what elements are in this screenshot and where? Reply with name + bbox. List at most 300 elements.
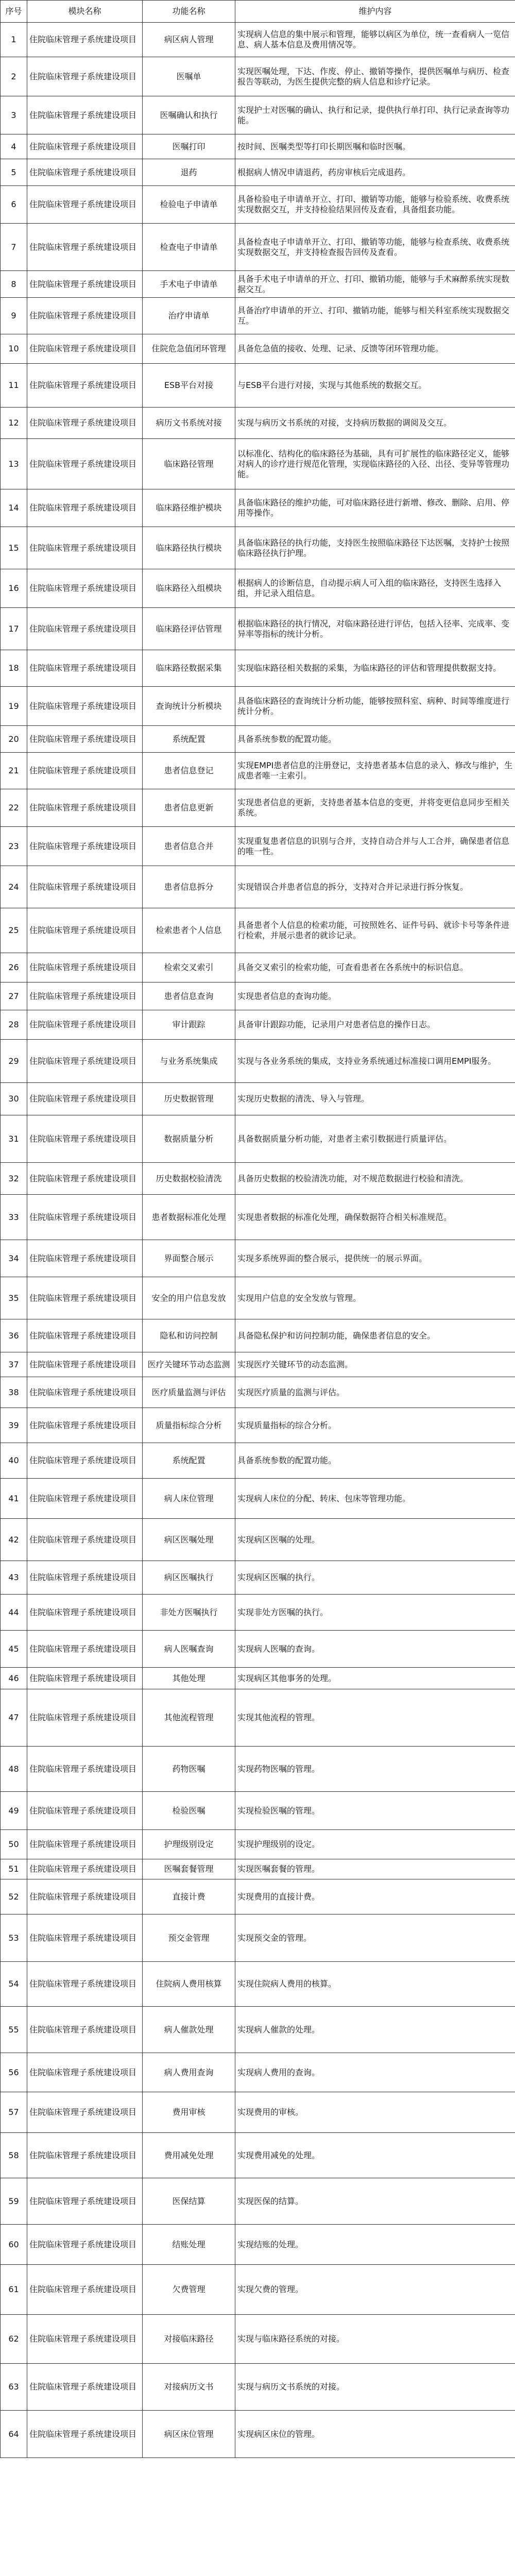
function-name: 病区病人管理: [143, 23, 235, 57]
function-name: 检查电子申请单: [143, 224, 235, 271]
function-name: 数据质量分析: [143, 1115, 235, 1163]
table-row: [1, 2315, 515, 2364]
maintenance-content: 具备临床路径的维护功能，可对临床路径进行新增、修改、删除、启用、停用等操作。: [235, 489, 515, 527]
row-number: 39: [1, 1408, 27, 1443]
row-number: 59: [1, 2178, 27, 2225]
module-name: 住院临床管理子系统建设项目: [27, 1519, 143, 1561]
function-name: 检验医嘱: [143, 1792, 235, 1830]
maintenance-content: 实现护士对医嘱的确认、执行和记录，提供执行单打印、执行记录查询等功能。: [235, 96, 515, 134]
row-number: 10: [1, 334, 27, 364]
maintenance-content: 具备隐私保护和访问控制功能，确保患者信息的安全。: [235, 1319, 515, 1352]
table-row: [1, 57, 515, 96]
row-number: 11: [1, 364, 27, 408]
function-name: 非处方医嘱执行: [143, 1595, 235, 1631]
function-name: 病历文书系统对接: [143, 408, 235, 439]
maintenance-content: 实现费用的直接计费。: [235, 1879, 515, 1914]
function-name: 临床路径管理: [143, 439, 235, 489]
module-name: 住院临床管理子系统建设项目: [27, 1377, 143, 1408]
row-number: 26: [1, 953, 27, 982]
function-name: 医疗关键环节动态监测: [143, 1352, 235, 1377]
row-number: 25: [1, 908, 27, 953]
table-row: [1, 1377, 515, 1408]
maintenance-content: 实现欠费的管理。: [235, 2265, 515, 2315]
maintenance-content: 实现病区其他事务的处理。: [235, 1668, 515, 1689]
table-row: [1, 1792, 515, 1830]
maintenance-content: 实现重复患者信息的识别与合并，支持自动合并与人工合并，确保患者信息的唯一性。: [235, 827, 515, 866]
function-name: 临床路径数据采集: [143, 650, 235, 687]
maintenance-content: 实现医嘱处理，下达、作废、停止、撤销等操作，提供医嘱单与病历、检查报告等联动，为医生提供完整的病人信息和诊疗记录。: [235, 57, 515, 96]
row-number: 20: [1, 726, 27, 753]
module-name: 住院临床管理子系统建设项目: [27, 271, 143, 298]
row-number: 36: [1, 1319, 27, 1352]
maintenance-content: 具备交叉索引的检索功能，可查看患者在各系统中的标识信息。: [235, 953, 515, 982]
maintenance-content: 具备临床路径的查询统计分析功能，能够按照科室、病种、时间等维度进行统计分析。: [235, 687, 515, 726]
function-name: 检索交叉索引: [143, 953, 235, 982]
function-name: 审计跟踪: [143, 1010, 235, 1040]
row-number: 44: [1, 1595, 27, 1631]
function-name: 患者信息查询: [143, 982, 235, 1010]
header-function: 功能名称: [143, 1, 235, 23]
table-row: [1, 953, 515, 982]
module-name: 住院临床管理子系统建设项目: [27, 1631, 143, 1668]
module-name: 住院临床管理子系统建设项目: [27, 650, 143, 687]
function-name: 医疗质量监测与评估: [143, 1377, 235, 1408]
table-row: [1, 134, 515, 159]
function-name: 界面整合展示: [143, 1240, 235, 1277]
table-row: [1, 334, 515, 364]
function-name: 病区医嘱处理: [143, 1519, 235, 1561]
table-row: [1, 2178, 515, 2225]
maintenance-content: 实现医疗关键环节的动态监测。: [235, 1352, 515, 1377]
row-number: 33: [1, 1195, 27, 1240]
module-name: 住院临床管理子系统建设项目: [27, 2133, 143, 2178]
table-row: [1, 159, 515, 186]
module-name: 住院临床管理子系统建设项目: [27, 186, 143, 224]
maintenance-content: 实现病区医嘱的执行。: [235, 1561, 515, 1595]
function-name: 检验电子申请单: [143, 186, 235, 224]
row-number: 13: [1, 439, 27, 489]
module-name: 住院临床管理子系统建设项目: [27, 2411, 143, 2458]
function-name: 质量指标综合分析: [143, 1408, 235, 1443]
maintenance-content: 实现护理级别的设定。: [235, 1830, 515, 1859]
row-number: 7: [1, 224, 27, 271]
row-number: 40: [1, 1443, 27, 1479]
function-name: ESB平台对接: [143, 364, 235, 408]
function-name: 安全的用户信息发放: [143, 1277, 235, 1319]
row-number: 15: [1, 527, 27, 569]
module-name: 住院临床管理子系统建设项目: [27, 953, 143, 982]
maintenance-content: 实现与病历文书系统的对接，支持病历数据的调阅及交互。: [235, 408, 515, 439]
maintenance-content: 实现药物医嘱的管理。: [235, 1747, 515, 1792]
table-row: [1, 271, 515, 298]
module-name: 住院临床管理子系统建设项目: [27, 866, 143, 908]
module-name: 住院临床管理子系统建设项目: [27, 1914, 143, 1962]
header-module: 模块名称: [27, 1, 143, 23]
function-name: 预交金管理: [143, 1914, 235, 1962]
module-name: 住院临床管理子系统建设项目: [27, 2225, 143, 2265]
row-number: 16: [1, 569, 27, 608]
function-name: 结账处理: [143, 2225, 235, 2265]
table-row: [1, 2225, 515, 2265]
function-name: 患者信息合并: [143, 827, 235, 866]
module-name: 住院临床管理子系统建设项目: [27, 298, 143, 334]
module-name: 住院临床管理子系统建设项目: [27, 569, 143, 608]
row-number: 62: [1, 2315, 27, 2364]
module-name: 住院临床管理子系统建设项目: [27, 1408, 143, 1443]
table-row: [1, 1595, 515, 1631]
maintenance-content: 实现费用的审核。: [235, 2092, 515, 2133]
row-number: 55: [1, 2007, 27, 2053]
module-name: 住院临床管理子系统建设项目: [27, 1962, 143, 2007]
module-name: 住院临床管理子系统建设项目: [27, 726, 143, 753]
maintenance-content: 实现病人费用的查询。: [235, 2053, 515, 2092]
module-name: 住院临床管理子系统建设项目: [27, 527, 143, 569]
function-name: 退药: [143, 159, 235, 186]
module-name: 住院临床管理子系统建设项目: [27, 1561, 143, 1595]
module-name: 住院临床管理子系统建设项目: [27, 408, 143, 439]
module-name: 住院临床管理子系统建设项目: [27, 1830, 143, 1859]
row-number: 5: [1, 159, 27, 186]
table-row: [1, 2364, 515, 2411]
module-name: 住院临床管理子系统建设项目: [27, 1277, 143, 1319]
table-row: [1, 753, 515, 789]
row-number: 45: [1, 1631, 27, 1668]
row-number: 48: [1, 1747, 27, 1792]
module-name: 住院临床管理子系统建设项目: [27, 2315, 143, 2364]
row-number: 41: [1, 1479, 27, 1519]
table-row: [1, 2265, 515, 2315]
maintenance-content: 实现历史数据的清洗、导入与管理。: [235, 1083, 515, 1115]
maintenance-content: 具备历史数据的校验清洗功能，对不规范数据进行校验和清洗。: [235, 1163, 515, 1195]
function-name: 对接临床路径: [143, 2315, 235, 2364]
module-name: 住院临床管理子系统建设项目: [27, 134, 143, 159]
maintenance-content: 实现与临床路径系统的对接。: [235, 2315, 515, 2364]
function-name: 临床路径执行模块: [143, 527, 235, 569]
function-name: 治疗申请单: [143, 298, 235, 334]
table-row: [1, 1631, 515, 1668]
maintenance-content: 实现预交金的管理。: [235, 1914, 515, 1962]
module-name: 住院临床管理子系统建设项目: [27, 1479, 143, 1519]
table-row: [1, 1879, 515, 1914]
maintenance-content: 具备临床路径的执行功能，支持医生按照临床路径下达医嘱，支持护士按照临床路径执行护理。: [235, 527, 515, 569]
row-number: 42: [1, 1519, 27, 1561]
table-row: [1, 650, 515, 687]
row-number: 4: [1, 134, 27, 159]
table-row: [1, 298, 515, 334]
module-name: 住院临床管理子系统建设项目: [27, 364, 143, 408]
table-row: [1, 224, 515, 271]
module-name: 住院临床管理子系统建设项目: [27, 23, 143, 57]
table-row: [1, 1083, 515, 1115]
function-name: 隐私和访问控制: [143, 1319, 235, 1352]
table-row: [1, 1830, 515, 1859]
maintenance-content: 实现病区医嘱的处理。: [235, 1519, 515, 1561]
table-row: [1, 1747, 515, 1792]
maintenance-content: 实现其他流程的管理。: [235, 1689, 515, 1747]
row-number: 21: [1, 753, 27, 789]
table-row: [1, 2411, 515, 2458]
module-name: 住院临床管理子系统建设项目: [27, 1668, 143, 1689]
function-name: 临床路径评估管理: [143, 608, 235, 650]
table-row: [1, 1277, 515, 1319]
maintenance-content: 实现临床路径相关数据的采集，为临床路径的评估和管理提供数据支持。: [235, 650, 515, 687]
row-number: 30: [1, 1083, 27, 1115]
maintenance-content: 实现检验医嘱的管理。: [235, 1792, 515, 1830]
function-name: 历史数据校验清洗: [143, 1163, 235, 1195]
maintenance-content: 实现医疗质量的监测与评估。: [235, 1377, 515, 1408]
table-row: [1, 2007, 515, 2053]
row-number: 53: [1, 1914, 27, 1962]
row-number: 56: [1, 2053, 27, 2092]
row-number: 61: [1, 2265, 27, 2315]
row-number: 46: [1, 1668, 27, 1689]
table-row: [1, 1443, 515, 1479]
module-name: 住院临床管理子系统建设项目: [27, 489, 143, 527]
function-name: 药物医嘱: [143, 1747, 235, 1792]
table-row: [1, 1962, 515, 2007]
row-number: 19: [1, 687, 27, 726]
maintenance-content: 实现患者信息的查询功能。: [235, 982, 515, 1010]
table-row: [1, 527, 515, 569]
table-row: [1, 1408, 515, 1443]
table-row: [1, 2133, 515, 2178]
module-name: 住院临床管理子系统建设项目: [27, 96, 143, 134]
module-name: 住院临床管理子系统建设项目: [27, 1792, 143, 1830]
row-number: 57: [1, 2092, 27, 2133]
table-row: [1, 2092, 515, 2133]
function-name: 病人床位管理: [143, 1479, 235, 1519]
table-row: [1, 364, 515, 408]
maintenance-content: 实现与病历文书系统的对接。: [235, 2364, 515, 2411]
maintenance-content: 具备检验电子申请单开立、打印、撤销等功能，能够与检验系统、收费系统实现数据交互，并支持检验结果回传及查看，具备组套功能。: [235, 186, 515, 224]
function-name: 病区医嘱执行: [143, 1561, 235, 1595]
row-number: 17: [1, 608, 27, 650]
function-name: 住院危急值闭环管理: [143, 334, 235, 364]
module-name: 住院临床管理子系统建设项目: [27, 608, 143, 650]
row-number: 54: [1, 1962, 27, 2007]
module-name: 住院临床管理子系统建设项目: [27, 2053, 143, 2092]
row-number: 31: [1, 1115, 27, 1163]
maintenance-content: 具备检查电子申请单开立、打印、撤销等功能，能够与检查系统、收费系统实现数据交互，并支持检查报告回传及查看。: [235, 224, 515, 271]
module-name: 住院临床管理子系统建设项目: [27, 1195, 143, 1240]
function-name: 病人费用查询: [143, 2053, 235, 2092]
module-name: 住院临床管理子系统建设项目: [27, 982, 143, 1010]
module-name: 住院临床管理子系统建设项目: [27, 1163, 143, 1195]
table-row: [1, 186, 515, 224]
row-number: 64: [1, 2411, 27, 2458]
table-row: [1, 23, 515, 57]
module-name: 住院临床管理子系统建设项目: [27, 1040, 143, 1083]
module-name: 住院临床管理子系统建设项目: [27, 908, 143, 953]
function-name: 费用审核: [143, 2092, 235, 2133]
maintenance-content: 具备危急值的接收、处理、记录、反馈等闭环管理功能。: [235, 334, 515, 364]
maintenance-content: 具备治疗申请单的开立、打印、撤销功能，能够与相关科室系统实现数据交互。: [235, 298, 515, 334]
table-row: [1, 687, 515, 726]
maintenance-content: 实现与各业务系统的集成，支持业务系统通过标准接口调用EMPI服务。: [235, 1040, 515, 1083]
table-row: [1, 408, 515, 439]
row-number: 52: [1, 1879, 27, 1914]
table-row: [1, 1115, 515, 1163]
maintenance-content: 按时间、医嘱类型等打印长期医嘱和临时医嘱。: [235, 134, 515, 159]
module-name: 住院临床管理子系统建设项目: [27, 789, 143, 827]
module-name: 住院临床管理子系统建设项目: [27, 1747, 143, 1792]
module-name: 住院临床管理子系统建设项目: [27, 2092, 143, 2133]
function-name: 历史数据管理: [143, 1083, 235, 1115]
function-name: 医嘱套餐管理: [143, 1859, 235, 1879]
row-number: 9: [1, 298, 27, 334]
row-number: 43: [1, 1561, 27, 1595]
maintenance-content: 以标准化、结构化的临床路径为基础，具有可扩展性的临床路径定义，能够对病人的诊疗进行规范化管理，实现临床路径的入径、出径、变异等管理功能。: [235, 439, 515, 489]
table-row: [1, 489, 515, 527]
table-row: [1, 1040, 515, 1083]
module-name: 住院临床管理子系统建设项目: [27, 1083, 143, 1115]
maintenance-content: 与ESB平台进行对接，实现与其他系统的数据交互。: [235, 364, 515, 408]
module-name: 住院临床管理子系统建设项目: [27, 1595, 143, 1631]
row-number: 32: [1, 1163, 27, 1195]
row-number: 18: [1, 650, 27, 687]
table-row: [1, 96, 515, 134]
function-name: 其他流程管理: [143, 1689, 235, 1747]
table-body: [1, 23, 515, 2458]
table-row: [1, 1479, 515, 1519]
row-number: 24: [1, 866, 27, 908]
maintenance-content: 根据病人的诊断信息，自动提示病人可入组的临床路径，支持医生选择入组，并记录入组信息。: [235, 569, 515, 608]
table-row: [1, 866, 515, 908]
maintenance-content: 具备审计跟踪功能，记录用户对患者信息的操作日志。: [235, 1010, 515, 1040]
table-row: [1, 908, 515, 953]
table-row: [1, 1689, 515, 1747]
maintenance-content: 实现住院病人费用的核算。: [235, 1962, 515, 2007]
row-number: 34: [1, 1240, 27, 1277]
function-name: 医嘱打印: [143, 134, 235, 159]
function-name: 病人催款处理: [143, 2007, 235, 2053]
maintenance-content: 具备数据质量分析功能，对患者主索引数据进行质量评估。: [235, 1115, 515, 1163]
module-name: 住院临床管理子系统建设项目: [27, 2364, 143, 2411]
function-name: 其他处理: [143, 1668, 235, 1689]
module-name: 住院临床管理子系统建设项目: [27, 1859, 143, 1879]
module-name: 住院临床管理子系统建设项目: [27, 753, 143, 789]
function-name: 系统配置: [143, 726, 235, 753]
function-name: 患者信息更新: [143, 789, 235, 827]
table-row: [1, 1010, 515, 1040]
table-row: [1, 1240, 515, 1277]
maintenance-content: 实现错误合并患者信息的拆分，支持对合并记录进行拆分恢复。: [235, 866, 515, 908]
row-number: 50: [1, 1830, 27, 1859]
module-name: 住院临床管理子系统建设项目: [27, 1115, 143, 1163]
row-number: 58: [1, 2133, 27, 2178]
maintenance-content: 实现非处方医嘱的执行。: [235, 1595, 515, 1631]
function-name: 护理级别设定: [143, 1830, 235, 1859]
function-name: 查询统计分析模块: [143, 687, 235, 726]
module-name: 住院临床管理子系统建设项目: [27, 687, 143, 726]
table-row: [1, 789, 515, 827]
function-name: 与业务系统集成: [143, 1040, 235, 1083]
function-name: 检索患者个人信息: [143, 908, 235, 953]
module-name: 住院临床管理子系统建设项目: [27, 2178, 143, 2225]
maintenance-content: 实现用户信息的安全发放与管理。: [235, 1277, 515, 1319]
table-row: [1, 726, 515, 753]
row-number: 27: [1, 982, 27, 1010]
row-number: 60: [1, 2225, 27, 2265]
function-name: 医嘱单: [143, 57, 235, 96]
maintenance-content: 实现医保的结算。: [235, 2178, 515, 2225]
maintenance-content: 实现患者数据的标准化处理，确保数据符合相关标准规范。: [235, 1195, 515, 1240]
row-number: 38: [1, 1377, 27, 1408]
module-name: 住院临床管理子系统建设项目: [27, 1010, 143, 1040]
row-number: 63: [1, 2364, 27, 2411]
function-name: 患者信息拆分: [143, 866, 235, 908]
maintenance-content: 实现多系统界面的整合展示，提供统一的展示界面。: [235, 1240, 515, 1277]
module-name: 住院临床管理子系统建设项目: [27, 334, 143, 364]
module-name: 住院临床管理子系统建设项目: [27, 1240, 143, 1277]
row-number: 6: [1, 186, 27, 224]
maintenance-content: 实现医嘱套餐的管理。: [235, 1859, 515, 1879]
row-number: 8: [1, 271, 27, 298]
function-name: 住院病人费用核算: [143, 1962, 235, 2007]
table-row: [1, 1668, 515, 1689]
maintenance-content: 具备患者个人信息的检索功能，可按照姓名、证件号码、就诊卡号等条件进行检索，并展示患者的就诊记录。: [235, 908, 515, 953]
maintenance-content: 实现病人医嘱的查询。: [235, 1631, 515, 1668]
row-number: 14: [1, 489, 27, 527]
row-number: 35: [1, 1277, 27, 1319]
module-name: 住院临床管理子系统建设项目: [27, 827, 143, 866]
module-name: 住院临床管理子系统建设项目: [27, 1443, 143, 1479]
table-row: [1, 827, 515, 866]
module-name: 住院临床管理子系统建设项目: [27, 2007, 143, 2053]
module-name: 住院临床管理子系统建设项目: [27, 1879, 143, 1914]
maintenance-content: 实现病人信息的集中展示和管理，能够以病区为单位，统一查看病人一览信息、病人基本信息及费用情况等。: [235, 23, 515, 57]
table-row: [1, 2053, 515, 2092]
maintenance-content: 具备系统参数的配置功能。: [235, 1443, 515, 1479]
row-number: 47: [1, 1689, 27, 1747]
maintenance-content: 实现病人催款的处理。: [235, 2007, 515, 2053]
module-name: 住院临床管理子系统建设项目: [27, 1352, 143, 1377]
maintenance-content: 实现EMPI患者信息的注册登记，支持患者基本信息的录入、修改与维护，生成患者唯一主索引。: [235, 753, 515, 789]
row-number: 1: [1, 23, 27, 57]
row-number: 37: [1, 1352, 27, 1377]
header-content: 维护内容: [235, 1, 515, 23]
row-number: 22: [1, 789, 27, 827]
maintenance-content: 具备手术电子申请单的开立、打印、撤销功能，能够与手术麻醉系统实现数据交互。: [235, 271, 515, 298]
row-number: 29: [1, 1040, 27, 1083]
row-number: 51: [1, 1859, 27, 1879]
maintenance-content: 实现患者信息的更新，支持患者基本信息的变更，并将变更信息同步至相关系统。: [235, 789, 515, 827]
row-number: 12: [1, 408, 27, 439]
row-number: 49: [1, 1792, 27, 1830]
function-name: 直接计费: [143, 1879, 235, 1914]
maintenance-content: 实现质量指标的综合分析。: [235, 1408, 515, 1443]
row-number: 3: [1, 96, 27, 134]
table-row: [1, 439, 515, 489]
table-row: [1, 1319, 515, 1352]
row-number: 23: [1, 827, 27, 866]
maintenance-content: 实现病人床位的分配、转床、包床等管理功能。: [235, 1479, 515, 1519]
header-row: [1, 1, 515, 23]
module-name: 住院临床管理子系统建设项目: [27, 439, 143, 489]
table-row: [1, 1519, 515, 1561]
header-no: 序号: [1, 1, 27, 23]
module-name: 住院临床管理子系统建设项目: [27, 1319, 143, 1352]
table-row: [1, 1914, 515, 1962]
table-row: [1, 982, 515, 1010]
table-row: [1, 1561, 515, 1595]
module-name: 住院临床管理子系统建设项目: [27, 159, 143, 186]
table-row: [1, 608, 515, 650]
function-name: 医保结算: [143, 2178, 235, 2225]
module-name: 住院临床管理子系统建设项目: [27, 2265, 143, 2315]
function-name: 病区床位管理: [143, 2411, 235, 2458]
function-name: 临床路径维护模块: [143, 489, 235, 527]
